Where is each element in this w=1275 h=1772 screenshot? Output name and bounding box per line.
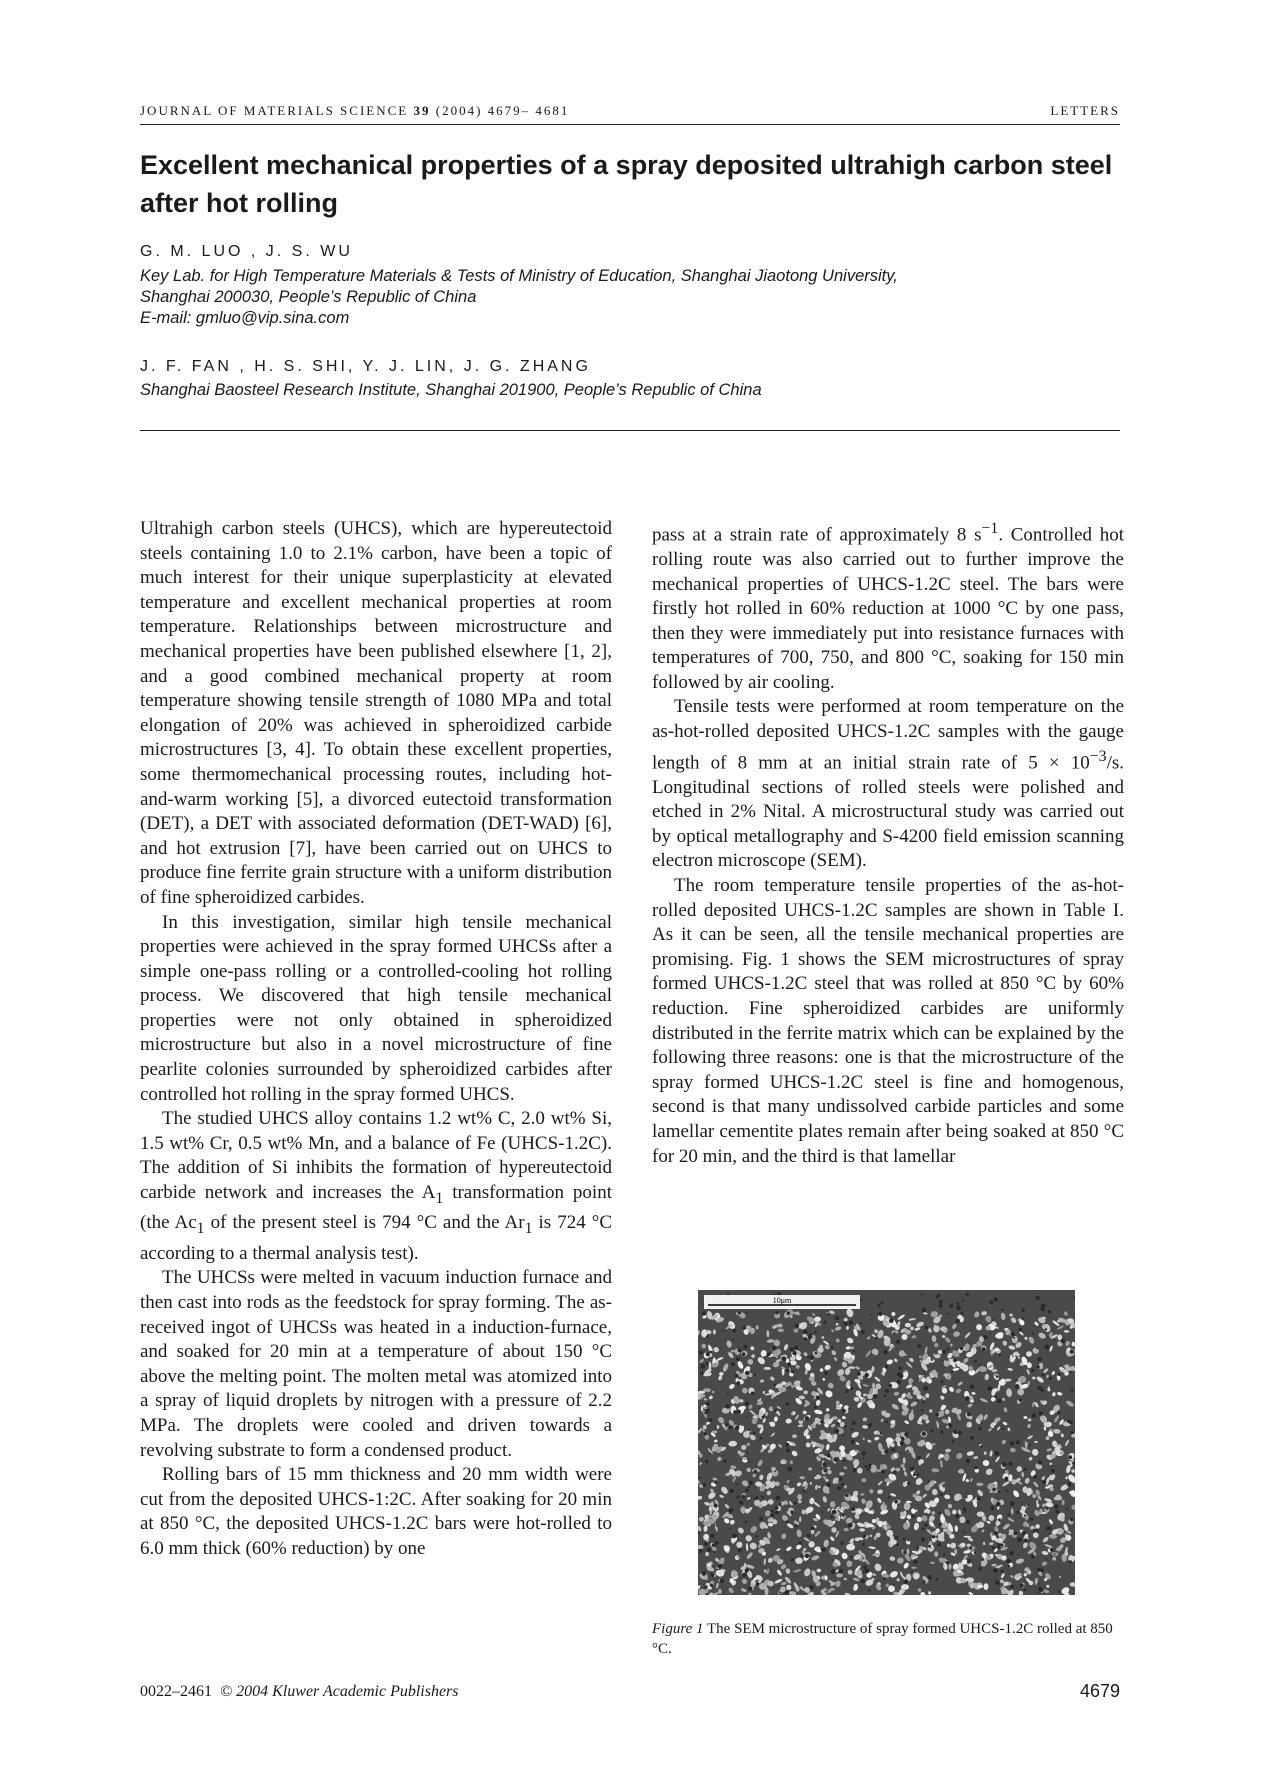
body-column-left [140, 517, 612, 1562]
journal-volume: 39 [413, 103, 431, 118]
sem-micrograph-image [698, 1290, 1075, 1595]
paragraph-tensile-tests: Tensile tests were performed at room temperature on the as-hot-rolled deposited UHCS-1.2C samples with the gauge length of 8 mm at an initial strain rate of $5 \times 10^{-3}/s$. Longitudinal sections of rolled steels were polished and etched in 2% Nital. A microstructural study was carried out by optical metallography and S-4200 field emission scanning electron microscope (SEM). [652, 696, 1124, 872]
journal-name: JOURNAL OF MATERIALS SCIENCE [140, 103, 409, 118]
paragraph-controlled-rolling: pass at a strain rate of approximately 8 $s^{-1}$. Controlled hot rolling route was also carried out to further improve the mechanical properties of UHCS-1.2C steel. The bars were firstly hot rolled in 60% reduction at 1000 °C by one pass, then they were immediately put into resistance furnaces with temperatures of 700, 750, and 800 °C, soaking for 150 min followed by air cooling. [652, 520, 1124, 693]
figure-caption-label: Figure 1 [652, 1621, 704, 1637]
paragraph-investigation: In this investigation, similar high tensile mechanical properties were achieved in the spray formed UHCSs after a simple one-pass rolling or a controlled-cooling hot rolling process. We discovered that high tensile mechanical properties were not only obtained in spheroidized microstructure but also in a novel microstructure of fine pearlite colonies surrounded by spheroidized carbides after controlled hot rolling in the spray formed UHCS. [140, 911, 612, 1105]
scale-bar-label: 10μm [772, 1296, 792, 1305]
figure-caption-text: The SEM microstructure of spray formed UHCS-1.2C rolled at 850 °C. [652, 1621, 1113, 1657]
paragraph-intro: Ultrahigh carbon steels (UHCS), which are hypereutectoid steels containing 1.0 to 2.1% carbon, have been a topic of much interest for their unique superplasticity at elevated temperature and excellent mechanical properties at room temperature. Relationships between microstructure and mechanical properties have been published elsewhere [1, 2], and a good combined mechanical property at room temperature showing tensile strength of 1080 MPa and total elongation of 20% was achieved in spheroidized carbide microstructures [3, 4]. To obtain these excellent properties, some thermomechanical processing routes, including hot-and-warm working [5], a divorced eutectoid transformation (DET), a DET with associated deformation (DET-WAD) [6], and hot extrusion [7], have been carried out on UHCS to produce fine ferrite grain structure with a uniform distribution of fine spheroidized carbides. [140, 518, 612, 908]
journal-year-pages: (2004) 4679– 4681 [435, 103, 570, 118]
journal-citation [140, 103, 569, 119]
running-head [140, 103, 1120, 123]
paragraph-rolling: Rolling bars of 15 mm thickness and 20 mm width were cut from the deposited UHCS-1:2C. After soaking for 20 min at 850 °C, the deposited UHCS-1.2C bars were hot-rolled to 6.0 mm thick (60% reduction) by one [140, 1464, 612, 1559]
paragraph-alloy: The studied UHCS alloy contains 1.2 wt% C, 2.0 wt% Si, 1.5 wt% Cr, 0.5 wt% Mn, and a balance of Fe (UHCS-1.2C). The addition of Si inhibits the formation of hypereutectoid carbide network and increases the $A_1$ transformation point (the $Ac_1$ of the present steel is 794 °C and the $Ar_1$ is 724 °C according to a thermal analysis test). [140, 1108, 612, 1264]
footer-issn: 0022–2461 [140, 1683, 212, 1700]
page-number: 4679 [1079, 1681, 1120, 1701]
sem-micrograph [698, 1290, 1075, 1595]
affiliation-1-email: E-mail: gmluo@vip.sina.com [140, 309, 350, 327]
title-block-rule [140, 430, 1120, 431]
figure-caption [652, 1619, 1124, 1659]
affiliation-1-line-1: Key Lab. for High Temperature Materials & Tests of Ministry of Education, Shanghai Jiaotong University, [140, 267, 898, 285]
section-label: LETTERS [1050, 103, 1120, 118]
author-names-2: J. F. FAN , H. S. SHI, Y. J. LIN, J. G. ZHANG [140, 358, 591, 375]
affiliation-1 [140, 266, 1120, 329]
paragraph-results: The room temperature tensile properties of the as-hot-rolled deposited UHCS-1.2C samples are shown in Table I. As it can be seen, all the tensile mechanical properties are promising. Fig. 1 shows the SEM microstructures of spray formed UHCS-1.2C steel that was rolled at 850 °C by 60% reduction. Fine spheroidized carbides are uniformly distributed in the ferrite matrix which can be explained by the following three reasons: one is that the microstructure of the spray formed UHCS-1.2C steel is fine and homogenous, second is that many undissolved carbide particles and some lamellar cementite plates remain after being soaked at 850 °C for 20 min, and the third is that lamellar [652, 874, 1124, 1167]
header-rule [140, 124, 1120, 125]
author-names-1: G. M. LUO , J. S. WU [140, 243, 353, 260]
paragraph-melting: The UHCSs were melted in vacuum induction furnace and then cast into rods as the feedstock for spray forming. The as-received ingot of UHCSs was heated in a induction-furnace, and soaked for 20 min at a temperature of about 150 °C above the melting point. The molten metal was atomized into a spray of liquid droplets by nitrogen with a pressure of 2.2 MPa. The droplets were cooled and driven towards a revolving substrate to form a condensed product. [140, 1267, 612, 1461]
affiliation-1-line-2: Shanghai 200030, People’s Republic of China [140, 288, 477, 306]
affiliation-2 [140, 380, 1120, 401]
footer-copyright [140, 1683, 459, 1701]
affiliation-2-line-1: Shanghai Baosteel Research Institute, Shanghai 201900, People’s Republic of China [140, 381, 762, 399]
footer-publisher: © 2004 Kluwer Academic Publishers [220, 1683, 459, 1700]
article-title: Excellent mechanical properties of a spray deposited ultrahigh carbon steel after hot rolling [140, 150, 1113, 218]
body-column-right [652, 517, 1124, 1169]
